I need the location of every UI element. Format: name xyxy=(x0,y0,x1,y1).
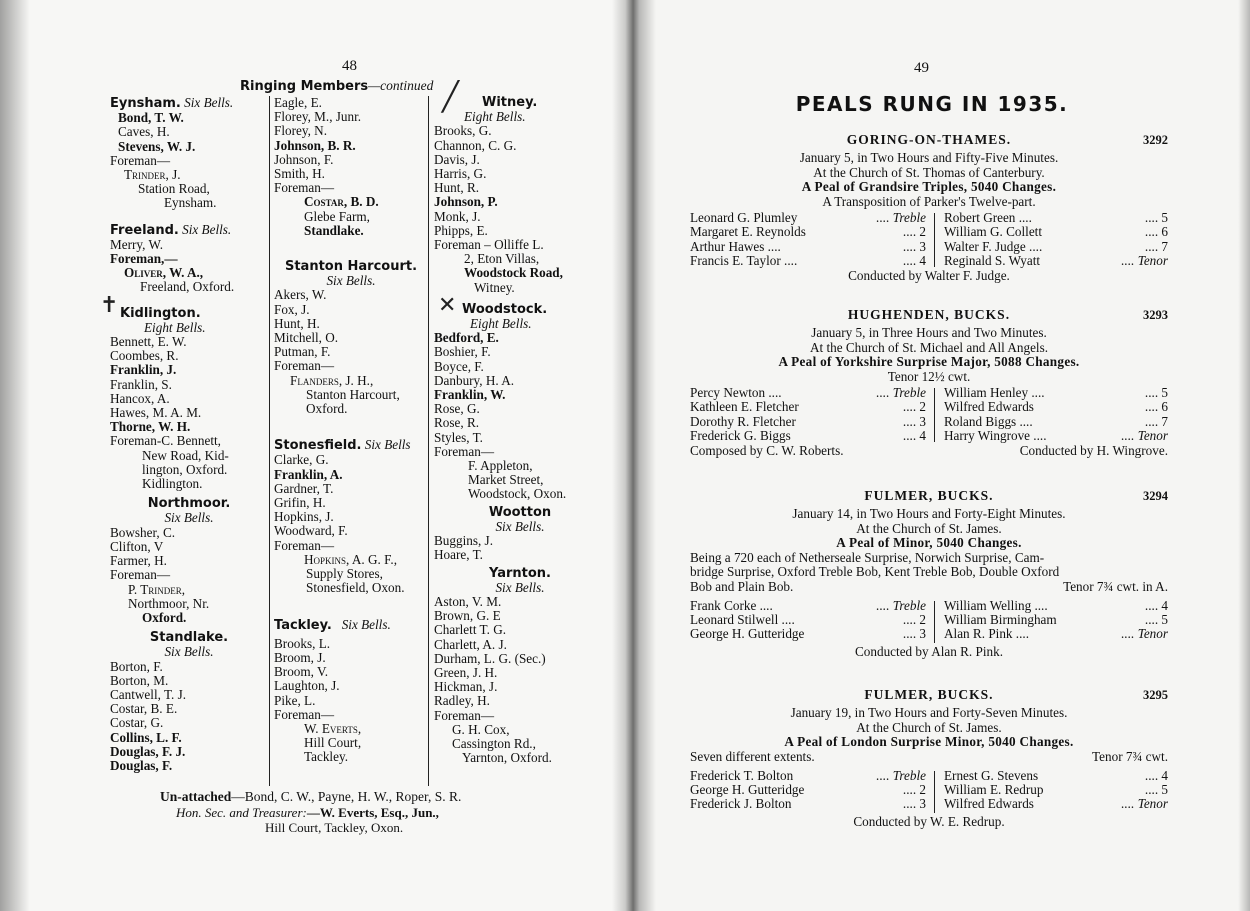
bell-number: .... Tenor xyxy=(1121,252,1168,268)
group-heading-stanton-harcourt: Stanton Harcourt. xyxy=(284,259,418,275)
peal-header xyxy=(690,308,1168,326)
ringers-table xyxy=(690,769,1168,815)
address-line: Stanton Harcourt, xyxy=(306,386,400,402)
member: Hunt, H. xyxy=(274,315,320,331)
group-heading-woodstock: ✕ Woodstock. Eight Bells. xyxy=(438,292,548,332)
member: Buggins, J. xyxy=(434,533,493,549)
member: Johnson, B. R. xyxy=(274,137,356,153)
member: Fox, J. xyxy=(274,301,310,317)
member: Rose, R. xyxy=(434,415,480,431)
member: Green, J. H. xyxy=(434,664,498,680)
member: Douglas, F. xyxy=(110,757,173,773)
peal-conductor: Conducted by W. E. Redrup. xyxy=(853,813,1005,829)
member: Florey, M., Junr. xyxy=(274,109,362,125)
member: Cantwell, T. J. xyxy=(110,686,187,702)
foreman-label: Foreman— xyxy=(274,180,335,196)
peal-composer: Composed by C. W. Roberts. xyxy=(690,443,844,458)
group-heading-kidlington: ✝ Kidlington. Eight Bells. xyxy=(100,292,206,335)
column-2 xyxy=(274,96,428,765)
member: Phipps, E. xyxy=(434,222,488,238)
bell-number: .... 7 xyxy=(1144,413,1168,429)
member: Eagle, E. xyxy=(274,95,322,110)
member: Borton, M. xyxy=(110,672,169,688)
member: Broom, J. xyxy=(274,649,326,665)
member: Monk, J. xyxy=(434,208,481,224)
address-line: Market Street, xyxy=(468,472,544,488)
peal-method: A Peal of Grandsire Triples, 5040 Changes. xyxy=(801,179,1057,194)
foreman-label: Foreman— xyxy=(110,567,171,583)
bell-number: .... 5 xyxy=(1144,781,1168,797)
peal-description: Being a 720 each of Netherseale Surprise, Norwich Surprise, Cam- xyxy=(690,549,1045,565)
member: Hopkins, J. xyxy=(274,509,334,525)
address-line: Woodstock, Oxon. xyxy=(468,486,567,502)
peal-header xyxy=(690,489,1168,507)
ringer-name: Ernest G. Stevens xyxy=(944,767,1039,783)
member: Charlett T. G. xyxy=(434,622,507,638)
group-heading-tackley: Tackley. Six Bells. xyxy=(274,616,391,633)
address-line: Northmoor, Nr. xyxy=(128,595,210,611)
ringers-table xyxy=(690,386,1168,444)
ringer-name: Robert Green .... xyxy=(944,210,1032,225)
member: Smith, H. xyxy=(274,166,325,182)
foreman-line: Foreman-C. Bennett, xyxy=(110,433,221,449)
peal-entry xyxy=(690,688,1168,829)
peal-number: 3294 xyxy=(1143,489,1168,503)
ringer-name: Frederick T. Bolton xyxy=(690,767,794,783)
foreman-name: P. Trinder, xyxy=(128,581,186,597)
bell-number: .... Tenor xyxy=(1121,626,1168,642)
member: Akers, W. xyxy=(274,287,327,303)
bell-number: .... Treble xyxy=(876,210,926,225)
group-heading-wootton: Wootton xyxy=(488,504,552,520)
member: Merry, W. xyxy=(110,236,163,252)
member: Caves, H. xyxy=(118,124,170,140)
member: Davis, J. xyxy=(434,151,480,167)
peal-church: At the Church of St. Michael and All Angels. xyxy=(809,339,1049,355)
ringers-left xyxy=(690,769,926,812)
bell-number: .... 6 xyxy=(1144,224,1168,240)
ringer-name: Reginald S. Wyatt xyxy=(944,252,1041,268)
group-heading-yarnton: Yarnton. xyxy=(489,565,551,581)
address-line: Woodstock Road, xyxy=(464,265,563,281)
bell-number: .... Tenor xyxy=(1121,796,1168,812)
group-heading-freeland: Freeland. Six Bells. xyxy=(110,221,232,238)
bells-label: Six Bells. xyxy=(164,644,214,660)
peal-church: At the Church of St. Thomas of Canterbury. xyxy=(813,164,1045,180)
peal-place: FULMER, BUCKS. xyxy=(864,488,994,503)
peal-description: bridge Surprise, Oxford Treble Bob, Kent Treble Bob, Double Oxford xyxy=(690,564,1060,579)
member: Mitchell, O. xyxy=(274,330,339,346)
bell-number: .... 2 xyxy=(902,611,926,627)
ringer-name: Wilfred Edwards xyxy=(944,796,1034,812)
foreman-name: G. H. Cox, xyxy=(452,721,510,737)
member: Douglas, F. J. xyxy=(110,743,186,759)
hon-sec-address: Hill Court, Tackley, Oxon. xyxy=(265,820,404,835)
foreman-label: Foreman— xyxy=(274,706,335,722)
page-edge-shadow xyxy=(0,0,30,911)
bell-number: .... 2 xyxy=(902,399,926,415)
peal-place: HUGHENDEN, BUCKS. xyxy=(847,307,1011,322)
member: Charlett, A. J. xyxy=(434,636,507,652)
address-line: Oxford. xyxy=(142,609,187,625)
address-line: Stonesfield, Oxon. xyxy=(306,580,405,596)
ringer-name: Leonard G. Plumley xyxy=(690,210,798,225)
page-title: PEALS RUNG IN 1935. xyxy=(795,92,1069,116)
bell-number: .... 4 xyxy=(1144,597,1168,613)
hon-sec-line: Hon. Sec. and Treasurer:—W. Everts, Esq., Jun., xyxy=(176,805,439,820)
peal-date: January 5, in Two Hours and Fifty-Five Minutes. xyxy=(799,150,1059,165)
address-line: Tackley. xyxy=(304,749,348,765)
ringers-left xyxy=(690,211,926,268)
bell-number: .... 4 xyxy=(902,252,926,268)
member: Bond, T. W. xyxy=(118,110,184,126)
member: Radley, H. xyxy=(434,693,490,709)
member: Styles, T. xyxy=(434,429,483,445)
peal-tenor: Tenor 7¾ cwt. in A. xyxy=(1063,578,1168,594)
address-line: New Road, Kid- xyxy=(142,447,229,463)
column-divider xyxy=(934,771,935,813)
handwritten-cross-mark: ╱ xyxy=(442,80,459,113)
address-line: Hill Court, xyxy=(304,735,362,751)
foreman-name: W. Everts, xyxy=(304,720,362,736)
column-1 xyxy=(100,95,268,773)
ringer-name: Francis E. Taylor .... xyxy=(690,252,798,268)
ringer-name: William Henley .... xyxy=(944,385,1045,400)
page-number: 48 xyxy=(342,58,357,74)
column-3 xyxy=(434,80,606,766)
section-heading xyxy=(240,78,433,94)
peal-place: FULMER, BUCKS. xyxy=(864,687,994,702)
peal-conductor: Conducted by Alan R. Pink. xyxy=(855,643,1003,659)
group-eynsham xyxy=(110,111,268,210)
member: Harris, G. xyxy=(434,166,487,182)
address-line: Supply Stores, xyxy=(306,566,383,582)
ringer-name: William G. Collett xyxy=(944,224,1042,240)
peal-method: A Peal of London Surprise Minor, 5040 Changes. xyxy=(784,734,1074,749)
address-line: Cassington Rd., xyxy=(452,735,536,751)
peal-header xyxy=(690,133,1168,151)
member: Costar, G. xyxy=(110,715,164,731)
handwritten-cross-mark: ✝ xyxy=(100,292,119,318)
ringer-name: William Birmingham xyxy=(944,611,1057,627)
member: Hoare, T. xyxy=(434,547,483,563)
ringer-name: William Welling .... xyxy=(944,597,1048,613)
member: Channon, C. G. xyxy=(434,137,517,153)
bell-number: .... 2 xyxy=(902,224,926,240)
ringers-left xyxy=(690,599,926,642)
peal-church: At the Church of St. James. xyxy=(856,719,1002,735)
ringer-name: Dorothy R. Fletcher xyxy=(690,413,796,429)
member: Bowsher, C. xyxy=(110,524,176,540)
bell-number: .... Tenor xyxy=(1121,427,1168,443)
peal-church: At the Church of St. James. xyxy=(856,520,1002,536)
member: Aston, V. M. xyxy=(434,593,502,609)
peal-description: Seven different extents. Tenor 7¾ cwt. xyxy=(690,748,1168,764)
bell-number: .... Treble xyxy=(876,385,926,400)
ringer-name: Frederick J. Bolton xyxy=(690,796,792,812)
member: Hancox, A. xyxy=(110,390,170,406)
group-heading-standlake: Standlake. xyxy=(149,630,229,646)
page-edge-shadow xyxy=(1238,0,1250,911)
ringers-right xyxy=(944,211,1168,268)
peal-conductor: Conducted by Walter F. Judge. xyxy=(848,268,1010,283)
ringers-table xyxy=(690,599,1168,645)
page-number: 49 xyxy=(914,60,929,76)
foreman-name: Hopkins, A. G. F., xyxy=(304,551,398,567)
bell-number: .... 3 xyxy=(902,796,926,812)
member: Hunt, R. xyxy=(434,180,480,196)
member: Clifton, V xyxy=(110,538,164,554)
ringer-name: Frederick G. Biggs xyxy=(690,427,791,443)
foreman-name: Costar, B. D. xyxy=(304,194,379,210)
bell-number: .... 2 xyxy=(902,781,926,797)
ringer-name: Walter F. Judge .... xyxy=(944,238,1043,254)
member: Thorne, W. H. xyxy=(110,419,191,435)
peal-number: 3293 xyxy=(1143,308,1168,322)
peal-note: A Transposition of Parker's Twelve-part. xyxy=(822,193,1036,209)
peal-description: Bob and Plain Bob. Tenor 7¾ cwt. in A. xyxy=(690,578,1168,594)
peal-header xyxy=(690,688,1168,706)
ringer-name: George H. Gutteridge xyxy=(690,781,805,797)
bell-number: .... 7 xyxy=(1144,238,1168,254)
column-divider xyxy=(934,601,935,643)
member: Bedford, E. xyxy=(434,330,499,346)
member: Bennett, E. W. xyxy=(110,334,187,350)
member: Franklin, S. xyxy=(110,376,172,392)
ringer-name: George H. Gutteridge xyxy=(690,626,805,642)
member: Franklin, A. xyxy=(274,466,343,482)
member: Collins, L. F. xyxy=(110,729,182,745)
ringer-name: Frank Corke .... xyxy=(690,597,773,613)
address-line: Glebe Farm, xyxy=(304,208,370,224)
member: Broom, V. xyxy=(274,664,329,680)
ringer-name: Wilfred Edwards xyxy=(944,399,1034,415)
peal-number: 3295 xyxy=(1143,688,1168,702)
bell-number: .... 6 xyxy=(1144,399,1168,415)
member: Brooks, L. xyxy=(274,635,331,651)
peal-tenor: Tenor 12½ cwt. xyxy=(887,368,971,384)
member: Johnson, P. xyxy=(434,194,498,210)
member: Hickman, J. xyxy=(434,679,498,695)
address-line: Eynsham. xyxy=(164,195,217,211)
peal-place: GORING-ON-THAMES. xyxy=(846,132,1012,147)
member: Brooks, G. xyxy=(434,123,492,139)
address-line: 2, Eton Villas, xyxy=(464,251,540,267)
ringer-name: Margaret E. Reynolds xyxy=(690,224,806,240)
member: Boshier, F. xyxy=(434,344,491,360)
book-gutter xyxy=(612,0,656,911)
bells-label: Six Bells. xyxy=(495,579,545,595)
peal-method: A Peal of Yorkshire Surprise Major, 5088 Changes. xyxy=(778,354,1080,369)
member: Coombes, R. xyxy=(110,348,179,364)
member: Stevens, W. J. xyxy=(118,138,196,154)
peal-date: January 19, in Two Hours and Forty-Seven Minutes. xyxy=(790,705,1068,720)
bell-number: .... 5 xyxy=(1144,385,1168,400)
member: Brown, G. E xyxy=(434,608,501,624)
foreman-name: F. Appleton, xyxy=(468,458,533,474)
member: Costar, B. E. xyxy=(110,701,178,717)
bell-number: .... 5 xyxy=(1144,611,1168,627)
member: Franklin, J. xyxy=(110,362,177,378)
member: Florey, N. xyxy=(274,123,327,139)
bell-number: .... 5 xyxy=(1144,210,1168,225)
peal-date: January 14, in Two Hours and Forty-Eight Minutes. xyxy=(792,506,1066,521)
column-divider xyxy=(934,388,935,442)
group-heading-eynsham: Eynsham. Six Bells. xyxy=(110,95,234,111)
ringer-name: Arthur Hawes .... xyxy=(690,238,781,254)
ringer-name: Kathleen E. Fletcher xyxy=(690,399,799,415)
foreman-line: Foreman – Olliffe L. xyxy=(434,237,544,253)
member: Franklin, W. xyxy=(434,387,506,403)
member: Laughton, J. xyxy=(274,678,340,694)
column-rule xyxy=(428,96,429,786)
heading-label: Ringing Members xyxy=(240,79,369,94)
bell-number: .... 3 xyxy=(902,413,926,429)
member: Boyce, F. xyxy=(434,358,484,374)
address-line: Witney. xyxy=(474,279,515,295)
address-line: Station Road, xyxy=(138,181,210,197)
heading-suffix: —continued xyxy=(368,78,434,93)
bell-number: .... 4 xyxy=(902,427,926,443)
bell-number: .... Treble xyxy=(876,767,926,783)
ringer-name: Percy Newton .... xyxy=(690,385,782,400)
address-line: Freeland, Oxford. xyxy=(140,279,235,295)
address-line: Standlake. xyxy=(304,222,364,238)
foreman-name: Oliver, W. A., xyxy=(124,265,204,281)
member: Durham, L. G. (Sec.) xyxy=(434,650,546,666)
foreman-label: Foreman,— xyxy=(110,251,178,267)
peal-entry xyxy=(690,133,1168,284)
peal-tenor: Tenor 7¾ cwt. xyxy=(1092,748,1168,764)
ringer-name: Harry Wingrove .... xyxy=(944,427,1047,443)
member: Hawes, M. A. M. xyxy=(110,405,202,421)
bells-label: Six Bells. xyxy=(326,273,376,289)
ringers-right xyxy=(944,599,1168,642)
bells-label: Six Bells. xyxy=(164,510,214,526)
column-rule xyxy=(269,96,270,786)
foreman-name: Flanders, J. H., xyxy=(290,372,374,388)
right-page xyxy=(632,0,1250,911)
unattached-line: Un-attached—Bond, C. W., Payne, H. W., Roper, S. R. xyxy=(160,789,462,804)
peal-date: January 5, in Three Hours and Two Minutes. xyxy=(811,325,1047,340)
member: Rose, G. xyxy=(434,401,480,417)
address-line: Oxford. xyxy=(306,401,348,417)
member: Pike, L. xyxy=(274,692,316,708)
bells-label: Six Bells. xyxy=(495,518,545,534)
peal-footer xyxy=(690,444,1168,459)
member: Gardner, T. xyxy=(274,480,334,496)
address-line: lington, Oxford. xyxy=(142,461,228,477)
foreman-label: Foreman— xyxy=(434,443,495,459)
ringer-name: Roland Biggs .... xyxy=(944,413,1033,429)
address-line: Yarnton, Oxford. xyxy=(462,750,552,766)
foreman-label: Foreman— xyxy=(274,358,335,374)
ringer-name: William E. Redrup xyxy=(944,781,1044,797)
member: Danbury, H. A. xyxy=(434,372,515,388)
member: Woodward, F. xyxy=(274,523,348,539)
handwritten-cross-mark: ✕ xyxy=(438,292,457,318)
ringer-name: Alan R. Pink .... xyxy=(944,626,1029,642)
member: Johnson, F. xyxy=(274,151,334,167)
column-divider xyxy=(934,213,935,267)
group-heading-witney: ╱ Witney. Eight Bells. xyxy=(442,80,538,125)
ringers-left xyxy=(690,386,926,443)
address-line: Kidlington. xyxy=(142,476,203,492)
group-heading-northmoor: Northmoor. xyxy=(147,496,231,512)
foreman-label: Foreman— xyxy=(434,707,495,723)
bell-number: .... 4 xyxy=(1144,767,1168,783)
ringer-name: Leonard Stilwell .... xyxy=(690,611,795,627)
ringers-right xyxy=(944,769,1168,812)
bell-number: .... 3 xyxy=(902,626,926,642)
foreman-name: Trinder, J. xyxy=(124,167,181,183)
peal-conductor: Conducted by H. Wingrove. xyxy=(1019,443,1168,458)
member: Borton, F. xyxy=(110,658,163,674)
bell-number: .... Treble xyxy=(876,597,926,613)
bell-number: .... 3 xyxy=(902,238,926,254)
member: Putman, F. xyxy=(274,344,331,360)
ringers-right xyxy=(944,386,1168,443)
group-heading-stonesfield: Stonesfield. Six Bells xyxy=(274,437,411,454)
member: Clarke, G. xyxy=(274,452,329,468)
peal-entry xyxy=(690,308,1168,459)
member: Grifin, H. xyxy=(274,495,326,511)
peal-number: 3292 xyxy=(1143,133,1168,147)
peal-method: A Peal of Minor, 5040 Changes. xyxy=(836,535,1022,550)
foreman-label: Foreman— xyxy=(274,537,335,553)
foreman-label: Foreman— xyxy=(110,152,171,168)
peal-entry xyxy=(690,489,1168,659)
member: Farmer, H. xyxy=(110,553,167,569)
ringers-table xyxy=(690,211,1168,269)
